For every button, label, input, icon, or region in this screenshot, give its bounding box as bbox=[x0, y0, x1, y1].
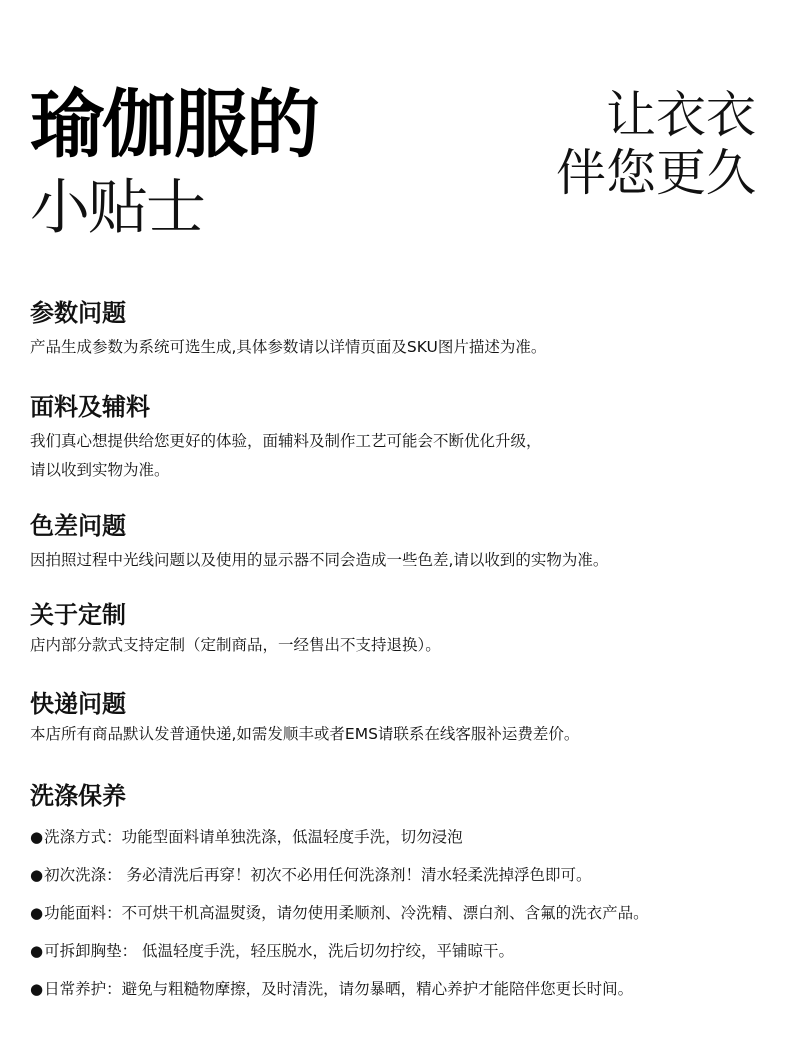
section-care bbox=[30, 780, 770, 1008]
bullet-icon: ● bbox=[30, 942, 44, 960]
section-title: 关于定制 bbox=[30, 601, 126, 629]
section-title: 面料及辅料 bbox=[30, 393, 150, 421]
section-text: 请以收到实物为准。 bbox=[30, 461, 170, 479]
slogan-line-1: 让衣衣 bbox=[606, 86, 756, 144]
bullet-icon: ● bbox=[30, 828, 44, 846]
section-customization bbox=[30, 599, 770, 660]
section-fabric bbox=[30, 391, 770, 485]
section-shipping bbox=[30, 688, 770, 749]
list-item bbox=[30, 894, 770, 932]
section-text: 产品生成参数为系统可选生成,具体参数请以详情页面及SKU图片描述为准。 bbox=[30, 338, 547, 356]
section-text: 我们真心想提供给您更好的体验，面辅料及制作工艺可能会不断优化升级， bbox=[30, 432, 542, 450]
bullet-icon: ● bbox=[30, 866, 44, 884]
section-title: 色差问题 bbox=[30, 512, 126, 540]
section-title: 参数问题 bbox=[30, 299, 126, 327]
list-item bbox=[30, 818, 770, 856]
list-item bbox=[30, 856, 770, 894]
care-item-text: 初次洗涤： 务必清洗后再穿！初次不必用任何洗涤剂！清水轻柔洗掉浮色即可。 bbox=[44, 866, 592, 884]
care-item-text: 可拆卸胸垫： 低温轻度手洗，轻压脱水，洗后切勿拧绞，平铺晾干。 bbox=[44, 942, 515, 960]
care-item-text: 功能面料：不可烘干机高温熨烫，请勿使用柔顺剂、冷洗精、漂白剂、含氟的洗衣产品。 bbox=[44, 904, 649, 922]
section-text: 本店所有商品默认发普通快递,如需发顺丰或者EMS请联系在线客服补运费差价。 bbox=[30, 725, 580, 743]
bullet-icon: ● bbox=[30, 904, 44, 922]
care-item-text: 洗涤方式：功能型面料请单独洗涤，低温轻度手洗，切勿浸泡 bbox=[44, 828, 463, 846]
list-item bbox=[30, 970, 770, 1008]
section-text: 店内部分款式支持定制（定制商品，一经售出不支持退换）。 bbox=[30, 636, 441, 654]
section-title: 快递问题 bbox=[30, 690, 126, 718]
care-list bbox=[30, 818, 770, 1008]
bullet-icon: ● bbox=[30, 980, 44, 998]
section-text: 因拍照过程中光线问题以及使用的显示器不同会造成一些色差,请以收到的实物为准。 bbox=[30, 551, 609, 569]
section-color-difference bbox=[30, 510, 770, 575]
list-item bbox=[30, 932, 770, 970]
slogan-line-2: 伴您更久 bbox=[556, 144, 756, 202]
care-item-text: 日常养护：避免与粗糙物摩擦，及时清洗，请勿暴晒，精心养护才能陪伴您更长时间。 bbox=[44, 980, 634, 998]
page-subtitle: 小贴士 bbox=[30, 173, 204, 243]
slogan bbox=[556, 86, 756, 202]
section-title: 洗涤保养 bbox=[30, 782, 126, 810]
page-title: 瑜伽服的 bbox=[30, 82, 318, 168]
section-parameters bbox=[30, 297, 770, 362]
